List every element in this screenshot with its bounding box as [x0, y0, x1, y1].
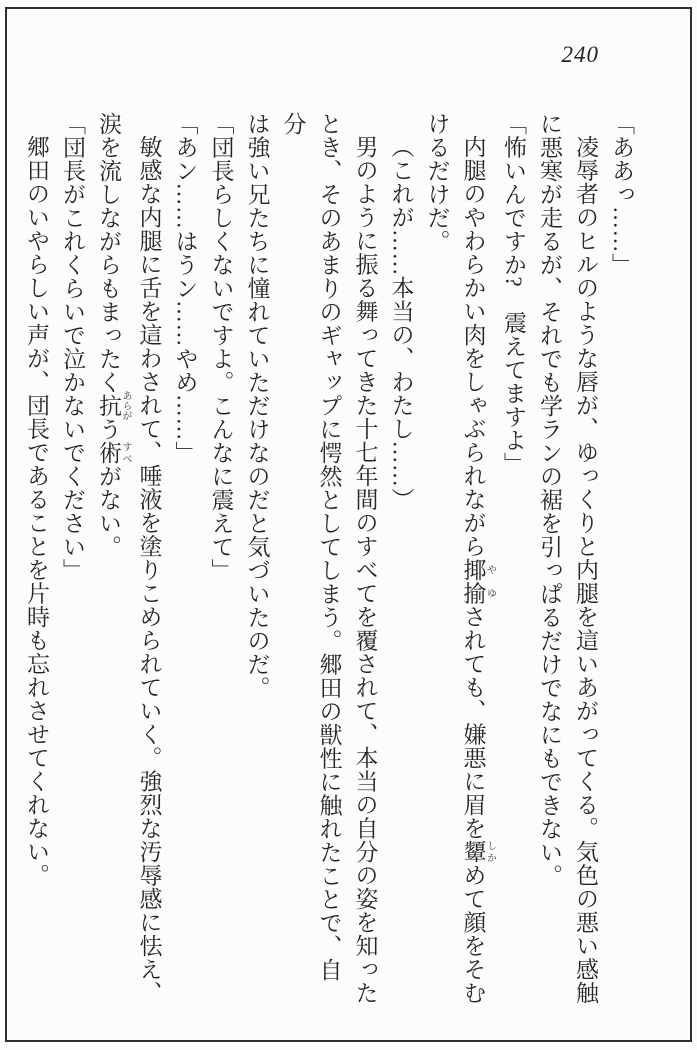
text-line	[419, 112, 455, 1004]
text-run: 「あン……はうン……やめ……」	[172, 112, 198, 465]
text-line	[567, 112, 603, 1027]
text-run: めて顔をそむ	[460, 863, 486, 1005]
text-run: 「ああっ……」	[609, 112, 634, 277]
text-line	[131, 112, 167, 1027]
furigana: やゆ	[484, 558, 496, 605]
text-line	[531, 112, 567, 1004]
furigana: しか	[484, 840, 496, 864]
text-body	[18, 112, 639, 1004]
text-run: 「団長らしくないですよ。こんなに震えて」	[208, 112, 234, 582]
text-run: がない。	[96, 464, 121, 559]
text-run: 「怖いんですか? 震えてますよ」	[501, 112, 526, 476]
text-run: 内腿のやわらかい肉をしゃぶられながら	[460, 135, 486, 558]
text-run: 涙を流しながらもまったく	[96, 112, 121, 394]
text-run: う	[96, 417, 121, 441]
text-run: は強い兄たちに憧れていただけなのだと気づいたのだ。	[244, 112, 270, 700]
ruby-annotated-word: 揶揄 やゆ	[460, 558, 496, 605]
text-line	[90, 112, 131, 1004]
text-line	[239, 112, 275, 1004]
text-line	[347, 112, 383, 1027]
text-run: 敏感な内腿に舌を這わされて、唾液を塗りこめられていく。強烈な汚辱感に怯え、	[136, 135, 162, 1005]
ruby-annotated-word: 術 すべ	[96, 441, 131, 465]
text-line	[167, 112, 203, 1004]
ruby-annotated-word: 抗 あらが	[96, 390, 131, 421]
text-run: とき、そのあまりのギャップに愕然としてしまう。郷田の獣性に触れたことで、自分	[280, 112, 342, 982]
text-line	[603, 112, 639, 1004]
text-line	[495, 112, 531, 1004]
text-run: （これが……本当の、わたし……）	[388, 135, 414, 511]
text-line	[18, 112, 54, 1027]
text-run: に悪寒が走るが、それでも学ランの裾を引っぱるだけでなにもできない。	[537, 112, 562, 888]
text-line	[455, 112, 496, 1027]
text-run: 郷田のいやらしい声が、団長であることを片時も忘れさせてくれない。	[24, 135, 49, 887]
furigana: あらが	[120, 390, 131, 421]
text-run: 男のように振る舞ってきた十七年間のすべてを覆されて、本当の自分の姿を知った	[352, 135, 378, 1005]
text-run: されても、嫌悪に眉を	[460, 605, 486, 840]
text-line	[275, 112, 347, 1004]
furigana: すべ	[120, 441, 131, 465]
text-line	[383, 112, 419, 1027]
ruby-annotated-word: 顰 しか	[460, 840, 496, 864]
text-line	[54, 112, 90, 1004]
text-run: 「団長がこれくらいで泣かないでください」	[60, 112, 85, 582]
page-number: 240	[561, 42, 599, 67]
text-run: 凌辱者のヒルのような唇が、ゆっくりと内腿を這いあがってくる。気色の悪い感触	[573, 135, 598, 1005]
text-line	[203, 112, 239, 1004]
text-run: けるだけだ。	[424, 112, 450, 253]
